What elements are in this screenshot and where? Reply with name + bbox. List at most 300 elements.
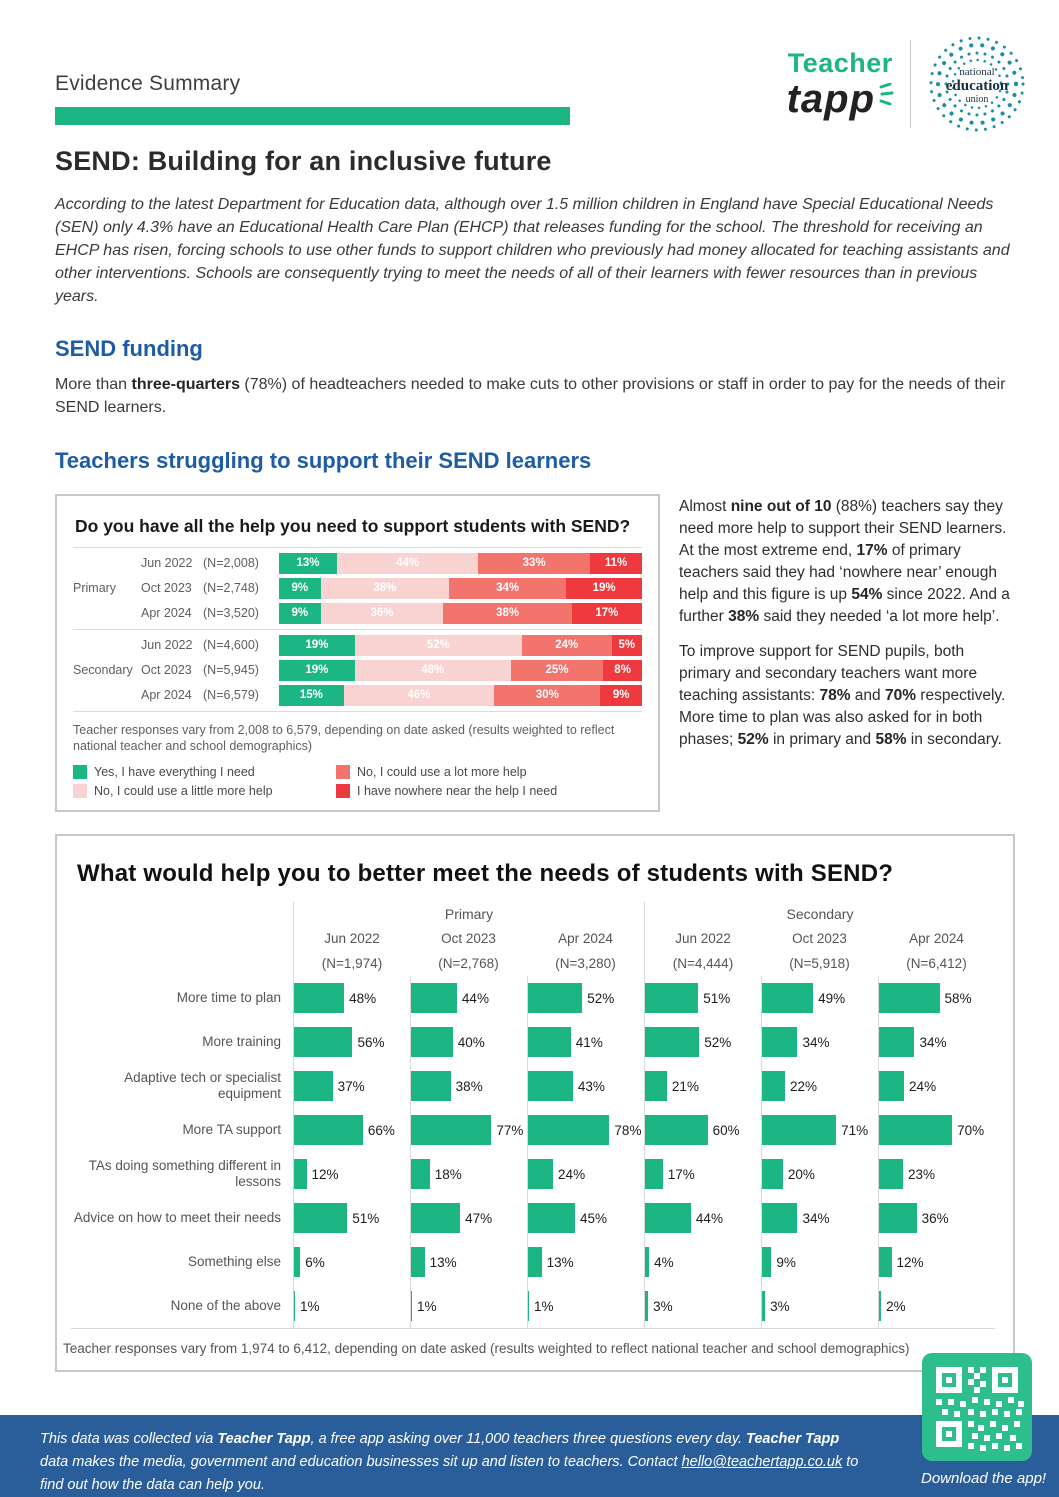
- bar-cell: [293, 1196, 410, 1240]
- bar-cell: [761, 1240, 878, 1284]
- page-footer: [0, 1415, 1059, 1497]
- group-label: Primary: [73, 581, 117, 596]
- text-run: Teacher Tapp: [746, 1431, 840, 1447]
- row-label: More time to plan: [176, 990, 281, 1006]
- bar-cell: [761, 1152, 878, 1196]
- bar-value: 77%: [496, 1122, 524, 1138]
- bar-cell: [410, 1240, 527, 1284]
- bar: [879, 1203, 917, 1233]
- bar-value: 56%: [357, 1034, 385, 1050]
- column-date-label: Apr 2024: [909, 931, 964, 947]
- bar-segment: 9%: [600, 685, 642, 706]
- bar-value: 2%: [886, 1298, 906, 1314]
- bar-value: 52%: [587, 990, 615, 1006]
- bar-cell: [410, 1284, 527, 1328]
- bar-cell: [761, 1108, 878, 1152]
- bar-cell: [644, 1196, 761, 1240]
- stacked-bar: [279, 685, 642, 706]
- bar-segment: 17%: [572, 603, 642, 624]
- bar-value: 44%: [461, 990, 489, 1006]
- bar: [294, 1027, 352, 1057]
- bar-cell: [527, 1064, 644, 1108]
- bar: [294, 1115, 363, 1145]
- column-date-label: Oct 2023: [441, 931, 496, 947]
- date-label: Jun 2022: [141, 638, 193, 653]
- bar: [411, 1159, 430, 1189]
- bar-cell: [293, 1240, 410, 1284]
- bar: [645, 1159, 663, 1189]
- text-run: More than: [55, 376, 132, 394]
- eyebrow-title: Evidence Summary: [55, 72, 241, 95]
- bar: [645, 1291, 648, 1321]
- bar-value: 4%: [654, 1254, 674, 1270]
- bar-cell: [878, 1020, 995, 1064]
- column-sample-size: (N=1,974): [293, 951, 410, 976]
- legend-item: [336, 784, 642, 798]
- bar: [528, 1027, 571, 1057]
- bar: [411, 1291, 412, 1321]
- bar-cell: [878, 1284, 995, 1328]
- text-run: and: [850, 686, 885, 704]
- bar-value: 49%: [818, 990, 846, 1006]
- bar-segment: 38%: [443, 603, 571, 624]
- text-run: 52%: [737, 730, 769, 748]
- bar: [645, 1203, 691, 1233]
- bar-cell: [644, 1064, 761, 1108]
- row-label: Advice on how to meet their needs: [73, 1210, 281, 1226]
- bar-segment: 15%: [279, 685, 344, 706]
- bar-cell: [761, 1284, 878, 1328]
- stacked-bar: [279, 635, 642, 656]
- column-sample-size: (N=4,444): [644, 951, 761, 976]
- bar-cell: [644, 1108, 761, 1152]
- text-run: in primary and: [768, 730, 876, 748]
- bar: [645, 1115, 708, 1145]
- bar-segment: 38%: [321, 578, 449, 599]
- bar: [762, 983, 813, 1013]
- bar-cell: [644, 1152, 761, 1196]
- bar: [879, 1159, 903, 1189]
- bar-value: 78%: [614, 1122, 642, 1138]
- bar-cell: [293, 976, 410, 1020]
- sample-size-label: (N=5,945): [203, 663, 259, 678]
- bar-value: 47%: [465, 1210, 493, 1226]
- bar-value: 66%: [367, 1122, 395, 1138]
- text-run: respectively. More time to plan was also asked for in both phases;: [679, 686, 1006, 748]
- bar: [294, 983, 344, 1013]
- teacher-tapp-wordmark-top: Teacher: [787, 47, 893, 78]
- chart1-plot: [73, 547, 642, 712]
- text-run: to find out how the data can help you.: [40, 1454, 859, 1494]
- legend-swatch: [73, 784, 87, 798]
- bar-cell: [527, 1196, 644, 1240]
- bar-cell: [878, 1108, 995, 1152]
- bar-segment: 44%: [337, 553, 478, 574]
- bar-cell: [410, 1108, 527, 1152]
- bar-value: 45%: [579, 1210, 607, 1226]
- bar: [762, 1247, 771, 1277]
- chart-and-text-section: [55, 494, 1015, 813]
- bar-cell: [293, 1020, 410, 1064]
- bar: [411, 1203, 460, 1233]
- bar-value: 44%: [695, 1210, 723, 1226]
- group-rows: [141, 553, 642, 624]
- bar-value: 40%: [457, 1034, 485, 1050]
- text-run: of primary teachers said they had ‘nowhere near’ enough help and this figure is up: [679, 541, 997, 603]
- bar: [879, 1027, 914, 1057]
- bar-cell: [410, 1064, 527, 1108]
- bar: [528, 983, 582, 1013]
- bar-cell: [293, 1064, 410, 1108]
- bar: [645, 1071, 667, 1101]
- bar: [411, 1247, 425, 1277]
- text-run: 78%: [819, 686, 851, 704]
- bar-segment: 8%: [603, 660, 642, 681]
- column-sample-size: (N=6,412): [906, 956, 967, 972]
- bar: [762, 1159, 783, 1189]
- text-run: said they needed ‘a lot more help’.: [759, 607, 1000, 625]
- legend-item: [73, 765, 326, 779]
- bar: [762, 1027, 797, 1057]
- bar-cell: [644, 1240, 761, 1284]
- row-label: TAs doing something different in lessons: [88, 1158, 281, 1190]
- chart2-title: What would help you to better meet the needs of students with SEND?: [77, 860, 894, 888]
- text-run: To improve support for SEND pupils, both primary and secondary teachers want more teaching assistants:: [679, 642, 978, 704]
- bar-cell: [644, 976, 761, 1020]
- text-run: in secondary.: [906, 730, 1002, 748]
- phase-header: Secondary: [644, 902, 995, 926]
- bar-value: 58%: [944, 990, 972, 1006]
- text-run: three-quarters: [131, 376, 240, 394]
- bar-value: 18%: [434, 1166, 462, 1182]
- bar-cell: [410, 1152, 527, 1196]
- bar-cell: [410, 976, 527, 1020]
- what-would-help-chart: [55, 834, 1015, 1372]
- bar-value: 38%: [455, 1078, 483, 1094]
- bar-value: 17%: [667, 1166, 695, 1182]
- bar-segment: 46%: [344, 685, 495, 706]
- bar-segment: 19%: [279, 635, 355, 656]
- text-run: 17%: [856, 541, 888, 559]
- bar: [528, 1247, 542, 1277]
- bar-value: 34%: [802, 1034, 830, 1050]
- column-sample-size: (N=2,768): [438, 956, 499, 972]
- bar-cell: [527, 1108, 644, 1152]
- bar-segment: 34%: [449, 578, 566, 599]
- sample-size-label: (N=2,748): [203, 581, 259, 596]
- chart1-group-primary: [73, 547, 642, 629]
- bar-cell: [527, 976, 644, 1020]
- section-heading-send-funding: SEND funding: [55, 336, 203, 362]
- bar-value: 9%: [776, 1254, 796, 1270]
- send-funding-paragraph: [55, 374, 1015, 419]
- bar-cell: [410, 1020, 527, 1064]
- email-link[interactable]: hello@teachertapp.co.uk: [681, 1454, 843, 1471]
- bar-value: 70%: [957, 1122, 985, 1138]
- chart1-row: [141, 553, 642, 574]
- text-run: 38%: [728, 607, 760, 625]
- phase-header: Primary: [293, 902, 644, 926]
- text-run: , a free app asking over 11,000 teachers three questions every day.: [310, 1431, 747, 1447]
- bar-segment: 36%: [321, 603, 444, 624]
- bar: [528, 1203, 575, 1233]
- bar-segment: 19%: [566, 578, 642, 599]
- bar: [879, 1247, 892, 1277]
- bar-cell: [527, 1240, 644, 1284]
- legend-swatch: [336, 765, 350, 779]
- bar-value: 6%: [305, 1254, 325, 1270]
- text-run: (78%) of headteachers needed to make cuts to other provisions or staff in order to pay for the needs of their SEND learners.: [55, 376, 1006, 416]
- bar-cell: [878, 1240, 995, 1284]
- text-run: data makes the media, government and education businesses sit up and listen to teachers. Contact: [40, 1454, 682, 1471]
- bar: [528, 1115, 609, 1145]
- legend-label: Yes, I have everything I need: [94, 765, 255, 780]
- neu-line-2: education: [945, 78, 1009, 94]
- chart1-row: [141, 660, 642, 681]
- column-date-label: Oct 2023: [792, 931, 847, 947]
- text-run: nine out of 10: [730, 497, 832, 515]
- chart1-row: [141, 578, 642, 599]
- legend-label: I have nowhere near the help I need: [357, 784, 558, 799]
- bar-segment: 24%: [522, 635, 612, 656]
- commentary-paragraph-1: [679, 496, 1015, 628]
- text-run: (88%) teachers say they need more help to support their SEND learners. At the most extreme end,: [679, 497, 1007, 559]
- bar-segment: 9%: [279, 578, 321, 599]
- legend-label: No, I could use a lot more help: [357, 765, 527, 780]
- bar-value: 21%: [671, 1078, 699, 1094]
- bar: [294, 1159, 307, 1189]
- bar-cell: [878, 1196, 995, 1240]
- text-run: 70%: [884, 686, 916, 704]
- bar-value: 1%: [534, 1298, 554, 1314]
- bar: [879, 1071, 904, 1101]
- bar-cell: [761, 1064, 878, 1108]
- bar-value: 71%: [841, 1122, 869, 1138]
- column-date-label: Jun 2022: [293, 926, 410, 951]
- row-label: None of the above: [170, 1298, 281, 1314]
- bar-value: 20%: [787, 1166, 815, 1182]
- bar-value: 24%: [909, 1078, 937, 1094]
- bar: [879, 1291, 881, 1321]
- chart1-row: [141, 603, 642, 624]
- column-sample-size: (N=5,918): [789, 956, 850, 972]
- sample-size-label: (N=4,600): [203, 638, 259, 653]
- chart1-footnote: Teacher responses vary from 2,008 to 6,579, depending on date asked (results weighted to reflect national teacher and school demographics): [73, 722, 615, 754]
- bar: [294, 1291, 295, 1321]
- bar-segment: 19%: [279, 660, 355, 681]
- bar: [879, 983, 940, 1013]
- spacer: [71, 902, 293, 926]
- bar-value: 48%: [349, 990, 377, 1006]
- bar-cell: [644, 1284, 761, 1328]
- bar-value: 34%: [802, 1210, 830, 1226]
- column-date-label: Jun 2022: [644, 926, 761, 951]
- page-title: SEND: Building for an inclusive future: [55, 146, 552, 176]
- bar-segment: 30%: [494, 685, 600, 706]
- legend-label: No, I could use a little more help: [94, 784, 273, 799]
- bar-segment: 48%: [355, 660, 511, 681]
- spark-icon: [878, 83, 894, 107]
- side-commentary: [679, 494, 1015, 751]
- bar-value: 3%: [653, 1298, 673, 1314]
- logo-group: [787, 34, 1027, 134]
- legend-swatch: [73, 765, 87, 779]
- text-run: 58%: [875, 730, 907, 748]
- content: [0, 146, 1059, 812]
- bar-value: 23%: [908, 1166, 936, 1182]
- stacked-bar: [279, 578, 642, 599]
- bar-cell: [644, 1020, 761, 1064]
- text-run: Almost: [679, 497, 731, 515]
- bar-value: 13%: [429, 1254, 457, 1270]
- row-label: More training: [202, 1034, 281, 1050]
- text-run: Teacher Tapp: [217, 1431, 311, 1447]
- bar-cell: [527, 1152, 644, 1196]
- axis-baseline: [71, 1328, 995, 1329]
- bar-value: 51%: [352, 1210, 380, 1226]
- bar: [528, 1071, 573, 1101]
- chart1-row: [141, 685, 642, 706]
- intro-paragraph: According to the latest Department for Education data, although over 1.5 million children in England have Special Educational Needs (SEN) only 4.3% have an Educational Health Care Plan (EHCP) that releases funding for the school. The threshold for receiving an EHCP has risen, forcing schools to use other funds to support children who previously had money allocated for teaching assistants and other interventions. Schools are consequently trying to meet the needs of all of their learners with fewer resources than in previous years.: [55, 196, 1010, 306]
- bar-value: 43%: [577, 1078, 605, 1094]
- bar: [762, 1203, 797, 1233]
- neu-line-1: national: [959, 66, 995, 78]
- bar: [294, 1247, 300, 1277]
- row-label: Something else: [187, 1254, 281, 1270]
- bar-cell: [410, 1196, 527, 1240]
- bar-value: 37%: [337, 1078, 365, 1094]
- bar: [294, 1203, 347, 1233]
- bar: [645, 1027, 699, 1057]
- bar-value: 60%: [712, 1122, 740, 1138]
- bar: [294, 1071, 333, 1101]
- neu-logo: [927, 34, 1027, 134]
- bar-value: 1%: [417, 1298, 437, 1314]
- bar: [762, 1071, 785, 1101]
- qr-block: [921, 1353, 1047, 1487]
- date-label: Apr 2024: [141, 688, 192, 703]
- bar-cell: [293, 1284, 410, 1328]
- spacer: [71, 951, 293, 976]
- bar: [528, 1159, 553, 1189]
- legend-swatch: [336, 784, 350, 798]
- page-header: [0, 0, 1059, 140]
- text-run: 54%: [851, 585, 883, 603]
- accent-bar: [55, 107, 570, 125]
- row-label: Adaptive tech or specialist equipment: [124, 1070, 281, 1102]
- bar-cell: [878, 1064, 995, 1108]
- bar-value: 41%: [575, 1034, 603, 1050]
- column-sample-size: (N=3,280): [555, 956, 616, 972]
- bar: [528, 1291, 529, 1321]
- stacked-bar: [279, 660, 642, 681]
- qr-code[interactable]: [922, 1353, 1032, 1461]
- bar-segment: 11%: [590, 553, 642, 574]
- bar-value: 34%: [919, 1034, 947, 1050]
- sample-size-label: (N=6,579): [203, 688, 259, 703]
- date-label: Oct 2023: [141, 663, 192, 678]
- bar-value: 3%: [770, 1298, 790, 1314]
- logo-divider: [910, 40, 911, 128]
- row-label: More TA support: [182, 1122, 281, 1138]
- text-run: since 2022. And a further: [679, 585, 1010, 625]
- stacked-bar: [279, 553, 642, 574]
- chart2-plot: [57, 902, 1013, 1329]
- bar: [411, 983, 457, 1013]
- help-needed-chart: [55, 494, 660, 813]
- sample-size-label: (N=3,520): [203, 606, 259, 621]
- chart2-footnote: Teacher responses vary from 1,974 to 6,412, depending on date asked (results weighted to reflect national teacher and school demographics): [63, 1341, 910, 1357]
- spacer: [71, 926, 293, 951]
- bar-segment: 52%: [355, 635, 522, 656]
- bar-value: 1%: [300, 1298, 320, 1314]
- legend-item: [73, 784, 326, 798]
- bar: [411, 1071, 451, 1101]
- qr-caption: Download the app!: [921, 1470, 1047, 1487]
- footer-text: [40, 1428, 870, 1497]
- date-label: Oct 2023: [141, 581, 192, 596]
- stacked-bar: [279, 603, 642, 624]
- bar-segment: 25%: [511, 660, 603, 681]
- teacher-tapp-wordmark-bottom: tapp: [786, 76, 875, 121]
- bar-cell: [761, 976, 878, 1020]
- text-run: This data was collected via: [40, 1431, 218, 1447]
- chart1-legend: [73, 765, 642, 798]
- section-heading-struggling: Teachers struggling to support their SEND learners: [55, 447, 592, 473]
- legend-item: [336, 765, 642, 779]
- bar-cell: [878, 1152, 995, 1196]
- bar-segment: 33%: [478, 553, 590, 574]
- group-label: Secondary: [73, 663, 133, 678]
- bar: [645, 1247, 649, 1277]
- bar: [762, 1115, 836, 1145]
- chart1-group-secondary: [73, 629, 642, 712]
- bar-cell: [293, 1152, 410, 1196]
- date-label: Jun 2022: [141, 556, 193, 571]
- chart1-title: Do you have all the help you need to support students with SEND?: [75, 515, 631, 536]
- teacher-tapp-logo: [786, 47, 894, 121]
- bar: [411, 1115, 491, 1145]
- group-rows: [141, 635, 642, 706]
- bar: [762, 1291, 765, 1321]
- sample-size-label: (N=2,008): [203, 556, 259, 571]
- bar-segment: 5%: [612, 635, 642, 656]
- bar: [645, 983, 698, 1013]
- bar-segment: 9%: [279, 603, 321, 624]
- bar-value: 51%: [703, 990, 731, 1006]
- date-label: Apr 2024: [141, 606, 192, 621]
- bar-cell: [761, 1196, 878, 1240]
- bar-cell: [527, 1284, 644, 1328]
- bar-cell: [293, 1108, 410, 1152]
- neu-line-3: union: [965, 94, 989, 105]
- bar-value: 36%: [921, 1210, 949, 1226]
- bar-cell: [761, 1020, 878, 1064]
- bar-cell: [527, 1020, 644, 1064]
- bar-value: 13%: [546, 1254, 574, 1270]
- bar-value: 12%: [311, 1166, 339, 1182]
- bar-cell: [878, 976, 995, 1020]
- chart1-row: [141, 635, 642, 656]
- bar-value: 52%: [704, 1034, 732, 1050]
- column-date-label: Apr 2024: [558, 931, 613, 947]
- bar-value: 12%: [896, 1254, 924, 1270]
- bar-segment: 13%: [279, 553, 337, 574]
- commentary-paragraph-2: [679, 641, 1015, 751]
- bar-value: 22%: [789, 1078, 817, 1094]
- bar: [411, 1027, 453, 1057]
- bar-value: 24%: [558, 1166, 586, 1182]
